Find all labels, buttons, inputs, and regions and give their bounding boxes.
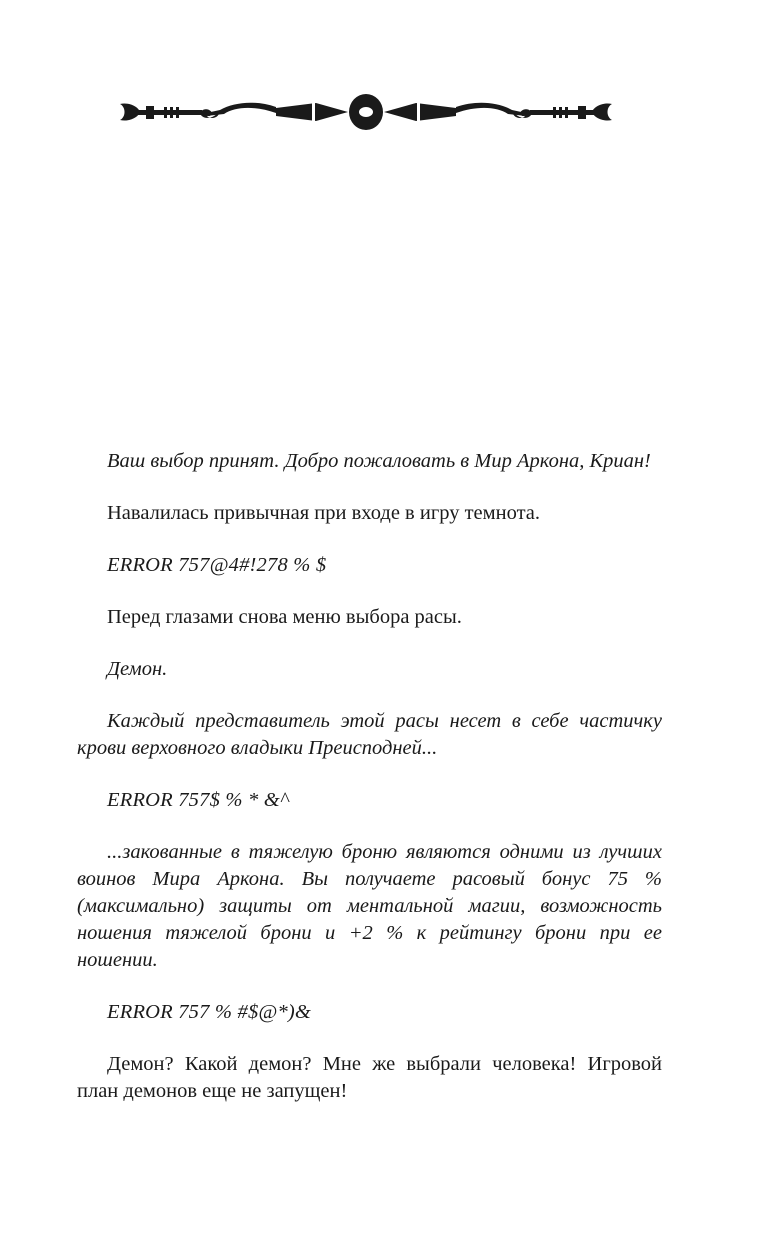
paragraph-error-2: ERROR 757$ % * &^ <box>107 789 289 811</box>
ornament-left-end <box>120 103 140 120</box>
paragraph-demon-question: Демон? Какой демон? Мне же выбрали человека! Игровой план демонов еще не запущен! <box>77 1053 662 1102</box>
ornament-left-swirl <box>206 103 276 116</box>
paragraph-darkness: Навалилась привычная при входе в игру темнота. <box>107 502 541 524</box>
decorative-ornament-divider <box>116 90 616 134</box>
paragraph-error-3: ERROR 757 % #$@*)& <box>107 1001 312 1023</box>
body-text <box>77 448 662 1130</box>
paragraph-error-1: ERROR 757@4#!278 % $ <box>107 554 327 576</box>
paragraph-race-menu: Перед глазами снова меню выбора расы. <box>107 606 462 628</box>
paragraph-demon: Демон. <box>107 658 168 680</box>
paragraph-race-description: Каждый представитель этой расы несет в себе частичку крови верховного владыки Преисподней... <box>77 710 662 759</box>
ornament-right-end <box>592 103 612 120</box>
paragraph-race-bonus: ...закованные в тяжелую броню являются одними из лучших воинов Мира Аркона. Вы получаете расовый бонус 75 % (максимально) защиты от ментальной магии, возможность ношения тяжелой брони и +2 % к рейтингу брони при ее ношении. <box>77 841 662 971</box>
ornament-right-swirl <box>456 103 526 116</box>
paragraph-welcome-message: Ваш выбор принят. Добро пожаловать в Мир Аркона, Криан! <box>107 450 651 472</box>
